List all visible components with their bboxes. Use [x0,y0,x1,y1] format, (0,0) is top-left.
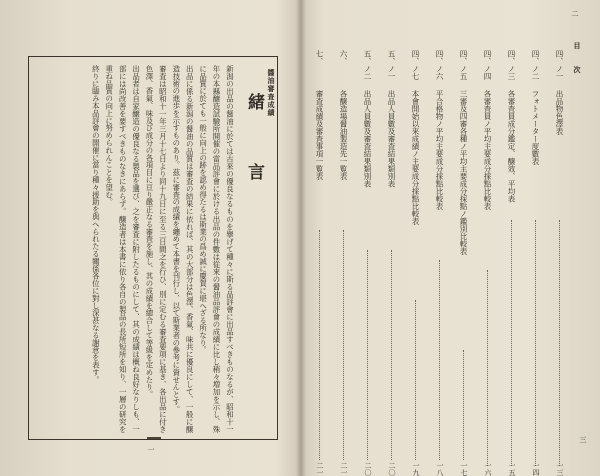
toc-entry-number: 五、ノ一 [387,50,396,80]
toc-entry-number: 六、 [339,50,348,65]
toc-entry-number: 四、ノ七 [411,50,420,80]
right-page-number: 三 [579,436,587,443]
preface-body [42,65,236,433]
toc-entry-page: 一三 [556,462,564,476]
toc-entry-title: 出品人員數及審査結果類別表 [363,90,372,188]
toc-entry-number: 五、ノ二 [363,50,372,80]
toc-entry[interactable] [554,50,565,476]
toc-entry-page: 一九 [412,462,420,476]
toc-entry-title: 平合格物ノ平均主要成分採點比較表 [435,90,444,210]
toc-entry-page: 一六 [484,462,492,476]
toc-leader-dots [439,260,440,460]
toc-leader-dots [415,300,416,460]
toc-entry[interactable] [314,50,325,476]
preface-paragraph: 終りに臨み本品評會の開催に當り種々援助を與へられたる關係各位に對し深甚なる謝意を表す。 [91,65,101,384]
toc-entry-page: 一七 [460,462,468,476]
toc-entry-number: 四、ノ二 [531,50,540,80]
toc-leader-dots [511,220,512,466]
preface-frame [28,56,278,440]
toc-entry-number: 四、ノ六 [435,50,444,80]
toc-leader-dots [343,230,344,460]
toc-entry-number: 七、 [315,50,324,65]
toc-entry-page: 一五 [508,462,516,476]
toc-entry-title: 出品人員數及審査結果類別表 [387,90,396,188]
preface-paragraph: 新潟の出品の醤油に於ては古來の優良なるものを擧げて種々に斯る品評會に出品すべきものなるが、昭和十一年の本縣醸造試驗所開催の當品評會に於ける出品の件數は從來の醤油品評會の成績に比し稍々増加を示し、殊に品質に於ても一般に向上の跡を認め得たるは斯業の爲め誠に慶賀に堪へざる所なり。 [198,65,235,433]
toc-entry[interactable] [530,50,541,476]
sidebar-title: 醬油審查成績 [267,69,276,117]
toc-entry-title: 本會開始以來成績ノ主要成分採點比較表 [411,90,420,225]
toc-entry-number: 四、ノ一 [555,50,564,80]
toc-entry[interactable] [458,50,469,476]
toc-entry-title: フォトメーター度數表 [531,90,540,165]
toc-entry-title: 三審及四審各種ノ平均主要成分採點ノ鑑別比較表 [459,90,468,255]
right-page-number-top: 二 [571,10,579,17]
toc-leader-dots [319,230,320,460]
toc-entry-page: 一八 [436,462,444,476]
toc-entry[interactable] [482,50,493,476]
toc-entry-page: 二〇 [364,462,372,476]
toc-entry-page: 二〇 [388,462,396,476]
toc-entry-title: 審査成績及審査事項一覧表 [315,90,324,180]
toc-entry[interactable] [362,50,373,476]
toc-entry-number: 四、ノ三 [507,50,516,80]
toc-entry[interactable] [434,50,445,476]
toc-leader-dots [559,220,560,466]
page-marker [147,437,161,439]
toc-entry[interactable] [410,50,421,476]
toc-heading: 目 次 [573,42,582,78]
table-of-contents [310,50,568,476]
toc-entry-page: 二一 [316,462,324,476]
toc-leader-dots [463,350,464,460]
toc-entry-page: 二一 [340,462,348,476]
toc-entry-number: 四、ノ五 [459,50,468,80]
preface-paragraph: 審査は昭和十一年三月十七日より同十九日に至る三日間之を行ひ、別に定むる審査要項に基き、各出品に付き色澤、香氣、味及び成分の各項目に亘り嚴正なる審査を施し、其の成績を總合して等級を定めたり。 [144,65,168,433]
toc-entry[interactable] [338,50,349,476]
toc-entry-title: 出品物色澤表 [555,90,564,135]
toc-entry[interactable] [386,50,397,476]
toc-entry-title: 各審査員成分鑑定、醸效、平均表 [507,90,516,203]
toc-leader-dots [367,250,368,460]
preface-paragraph: 出品者は自家醸造の優良なる製品を選び、之を審査に附したるものにして、其の成績は概ね良好なりしも、一部には尚改善を要すべきものなきにあらず。醸造者は本書に依り各自の製品の長所短所を知り、一層の研究を重ね品質の向上に努められんことを望む。 [104,65,141,433]
preface-title: 緒 言 [244,93,264,198]
toc-entry[interactable] [506,50,517,476]
toc-entry-title: 各審査員ノ平均主要成分採點比較表 [483,90,492,210]
toc-entry-page: 一四 [532,462,540,476]
toc-entry-number: 四、ノ四 [483,50,492,80]
left-page-number: 一 [147,446,155,453]
preface-paragraph: 出品に係る新潟の醤油の品質は審査の結果に依れば、其の大部分は色澤、香氣、味共に優良にして、一般に醸造技術の進歩を示すものあり。茲に審査の成績を纏めて本書を刊行し、以て斯業者の參考に資せんとす。 [171,65,195,433]
toc-leader-dots [535,220,536,466]
toc-leader-dots [391,250,392,460]
toc-leader-dots [487,270,488,466]
toc-entry-title: 各醸造場醤油製造先一覧表 [339,90,348,180]
